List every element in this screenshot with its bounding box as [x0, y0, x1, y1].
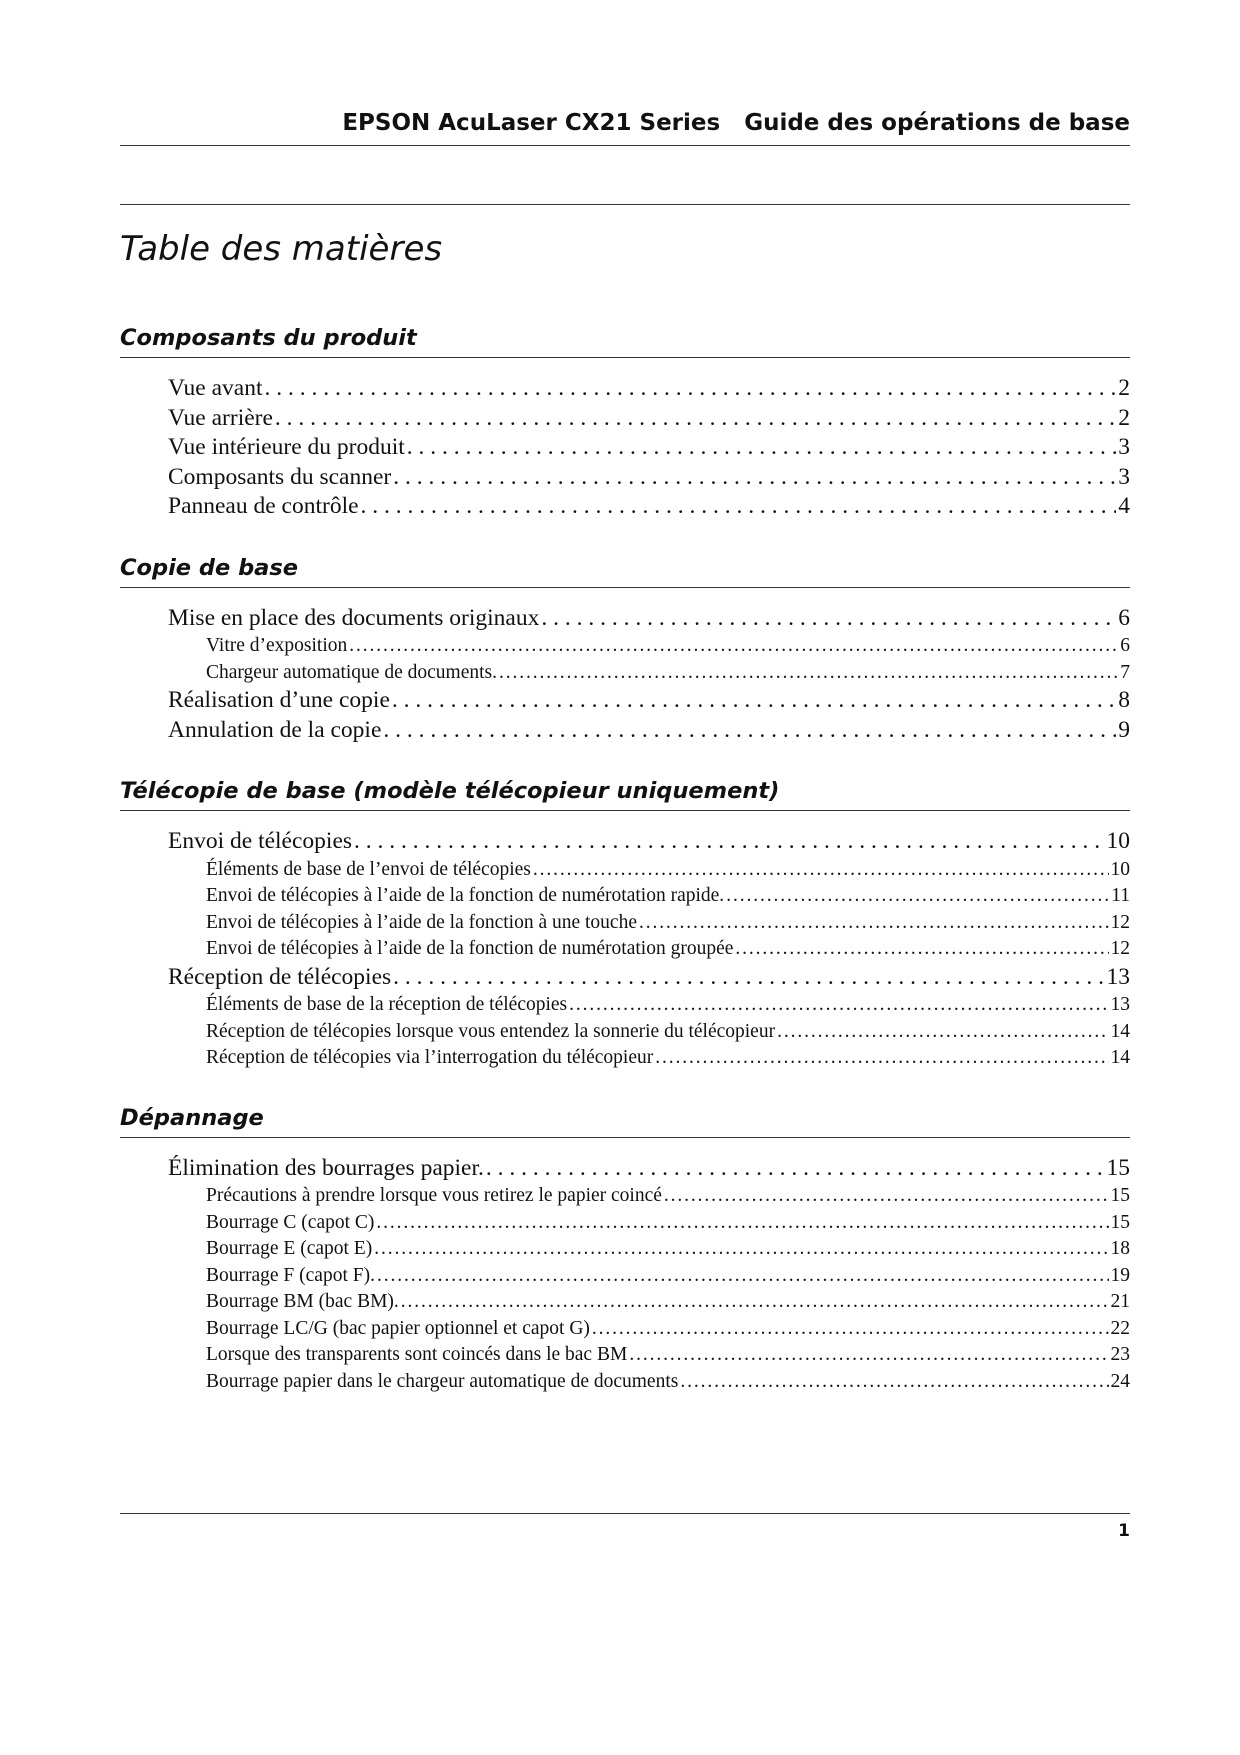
- toc-page-number: 10: [1106, 828, 1130, 854]
- toc-entry-label: Bourrage C (capot C): [206, 1211, 375, 1233]
- toc-page-number: 10: [1110, 858, 1130, 880]
- toc-entries: [120, 374, 1130, 522]
- toc-entry-label: Envoi de télécopies: [168, 828, 353, 854]
- toc-entry[interactable]: [120, 827, 1130, 857]
- dot-leader: [680, 1369, 1108, 1396]
- dot-leader: [393, 963, 1104, 993]
- toc-entry[interactable]: [120, 492, 1130, 522]
- dot-leader: [383, 716, 1116, 746]
- toc-subentry[interactable]: [120, 660, 1130, 687]
- page-title: Table des matières: [120, 228, 443, 269]
- toc-subentry[interactable]: [120, 883, 1130, 910]
- dot-leader: [265, 374, 1117, 404]
- title-rule: [120, 204, 1130, 205]
- dot-leader: [374, 1236, 1108, 1263]
- toc-entry-label: Bourrage papier dans le chargeur automatique de documents: [206, 1370, 679, 1392]
- dot-leader: [499, 660, 1118, 687]
- toc-entry-label: Vue avant: [168, 375, 263, 401]
- toc-subentry[interactable]: [120, 633, 1130, 660]
- running-header: EPSON AcuLaser CX21 Series Guide des opérations de base: [342, 110, 1130, 136]
- toc-entries: [120, 604, 1130, 746]
- section-heading: Télécopie de base (modèle télécopieur uniquement): [120, 775, 1130, 811]
- toc-entry-label: Bourrage F (capot F).: [206, 1264, 375, 1286]
- dot-leader: [401, 1289, 1109, 1316]
- toc-entry-label: Envoi de télécopies à l’aide de la fonction à une touche: [206, 911, 637, 933]
- dot-leader: [735, 936, 1108, 963]
- table-of-contents: [120, 322, 1130, 1425]
- toc-page-number: 6: [1120, 635, 1130, 656]
- toc-page-number: 19: [1110, 1264, 1130, 1286]
- dot-leader: [533, 857, 1109, 884]
- toc-page-number: 14: [1110, 1020, 1130, 1042]
- toc-entry-label: Vue arrière: [168, 404, 273, 431]
- dot-leader: [777, 1019, 1108, 1046]
- toc-entry-label: Réalisation d’une copie: [168, 687, 390, 713]
- toc-page-number: 13: [1106, 963, 1130, 990]
- dot-leader: [664, 1183, 1109, 1210]
- toc-entry[interactable]: [120, 716, 1130, 746]
- toc-entry-label: Bourrage BM (bac BM).: [206, 1291, 399, 1312]
- toc-page-number: 2: [1118, 404, 1130, 431]
- toc-page-number: 24: [1110, 1370, 1130, 1392]
- toc-subentry[interactable]: [120, 992, 1130, 1019]
- toc-page-number: 22: [1110, 1317, 1130, 1339]
- toc-entry[interactable]: [120, 1154, 1130, 1184]
- dot-leader: [486, 1154, 1105, 1184]
- toc-entry[interactable]: [120, 404, 1130, 434]
- toc-entry-label: Vue intérieure du produit: [168, 434, 405, 460]
- toc-page-number: 21: [1110, 1291, 1130, 1312]
- toc-subentry[interactable]: [120, 1183, 1130, 1210]
- dot-leader: [726, 883, 1109, 910]
- toc-entry-label: Réception de télécopies via l’interrogation du télécopieur: [206, 1047, 654, 1068]
- dot-leader: [407, 433, 1116, 463]
- toc-subentry[interactable]: [120, 857, 1130, 884]
- toc-page-number: 9: [1118, 716, 1130, 743]
- dot-leader: [655, 1045, 1108, 1072]
- toc-entry-label: Réception de télécopies: [168, 963, 392, 990]
- header-rule: [120, 145, 1130, 146]
- toc-entry-label: Éléments de base de la réception de télécopies: [206, 994, 568, 1015]
- toc-entry-label: Envoi de télécopies à l’aide de la fonction de numérotation rapide.: [206, 885, 725, 906]
- toc-entries: [120, 1154, 1130, 1396]
- toc-entry-label: Bourrage E (capot E): [206, 1238, 373, 1259]
- section-heading: Composants du produit: [120, 322, 1130, 358]
- toc-section: [120, 552, 1130, 746]
- toc-section: [120, 775, 1130, 1072]
- dot-leader: [393, 463, 1116, 493]
- toc-page-number: 2: [1118, 375, 1130, 401]
- section-heading: Copie de base: [120, 552, 1130, 588]
- toc-page-number: 4: [1118, 493, 1130, 519]
- toc-page-number: 3: [1118, 463, 1130, 490]
- toc-entry-label: Annulation de la copie: [168, 716, 382, 743]
- toc-subentry[interactable]: [120, 1263, 1130, 1290]
- toc-section: [120, 1102, 1130, 1396]
- toc-entry[interactable]: [120, 963, 1130, 993]
- toc-entry-label: Élimination des bourrages papier.: [168, 1154, 484, 1181]
- toc-entry-label: Composants du scanner: [168, 463, 392, 490]
- toc-entry-label: Réception de télécopies lorsque vous entendez la sonnerie du télécopieur: [206, 1020, 776, 1042]
- dot-leader: [349, 633, 1118, 660]
- dot-leader: [377, 1263, 1109, 1290]
- dot-leader: [592, 1316, 1109, 1343]
- toc-entries: [120, 827, 1130, 1072]
- dot-leader: [569, 992, 1108, 1019]
- toc-entry-label: Lorsque des transparents sont coincés dans le bac BM: [206, 1344, 628, 1365]
- dot-leader: [361, 492, 1117, 522]
- dot-leader: [376, 1210, 1108, 1237]
- dot-leader: [354, 827, 1104, 857]
- dot-leader: [639, 910, 1109, 937]
- toc-page-number: 14: [1110, 1047, 1130, 1068]
- toc-entry-label: Éléments de base de l’envoi de télécopies: [206, 858, 531, 880]
- dot-leader: [392, 686, 1116, 716]
- toc-subentry[interactable]: [120, 1045, 1130, 1072]
- toc-subentry[interactable]: [120, 1019, 1130, 1046]
- toc-subentry[interactable]: [120, 1369, 1130, 1396]
- section-heading: Dépannage: [120, 1102, 1130, 1138]
- toc-section: [120, 322, 1130, 522]
- toc-entry[interactable]: [120, 374, 1130, 404]
- toc-page-number: 23: [1110, 1344, 1130, 1365]
- toc-entry-label: Bourrage LC/G (bac papier optionnel et capot G): [206, 1317, 590, 1339]
- footer-rule: [120, 1513, 1130, 1514]
- toc-entry-label: Vitre d’exposition: [206, 635, 348, 656]
- page-number: 1: [1118, 1521, 1130, 1541]
- toc-entry-label: Panneau de contrôle: [168, 493, 359, 519]
- toc-page-number: 7: [1120, 661, 1130, 683]
- toc-entry-label: Chargeur automatique de documents.: [206, 661, 497, 683]
- toc-entry-label: Précautions à prendre lorsque vous retirez le papier coincé: [206, 1185, 662, 1206]
- toc-subentry[interactable]: [120, 910, 1130, 937]
- toc-entry[interactable]: [120, 433, 1130, 463]
- toc-page-number: 12: [1110, 911, 1130, 933]
- toc-entry[interactable]: [120, 463, 1130, 493]
- toc-entry-label: Mise en place des documents originaux: [168, 604, 540, 631]
- toc-page-number: 15: [1106, 1154, 1130, 1181]
- toc-entry[interactable]: [120, 604, 1130, 634]
- toc-entry-label: Envoi de télécopies à l’aide de la fonction de numérotation groupée: [206, 938, 734, 959]
- toc-page-number: 15: [1110, 1211, 1130, 1233]
- toc-page-number: 12: [1110, 938, 1130, 959]
- dot-leader: [629, 1342, 1108, 1369]
- toc-subentry[interactable]: [120, 1316, 1130, 1343]
- toc-page-number: 8: [1118, 687, 1130, 713]
- toc-page-number: 6: [1118, 604, 1130, 631]
- toc-subentry[interactable]: [120, 1236, 1130, 1263]
- toc-subentry[interactable]: [120, 936, 1130, 963]
- toc-page-number: 18: [1110, 1238, 1130, 1259]
- dot-leader: [541, 604, 1116, 634]
- toc-page-number: 3: [1118, 434, 1130, 460]
- toc-page-number: 15: [1110, 1185, 1130, 1206]
- toc-subentry[interactable]: [120, 1210, 1130, 1237]
- toc-page-number: 11: [1111, 885, 1130, 906]
- toc-entry[interactable]: [120, 686, 1130, 716]
- toc-page-number: 13: [1110, 994, 1130, 1015]
- toc-subentry[interactable]: [120, 1342, 1130, 1369]
- dot-leader: [275, 404, 1116, 434]
- toc-subentry[interactable]: [120, 1289, 1130, 1316]
